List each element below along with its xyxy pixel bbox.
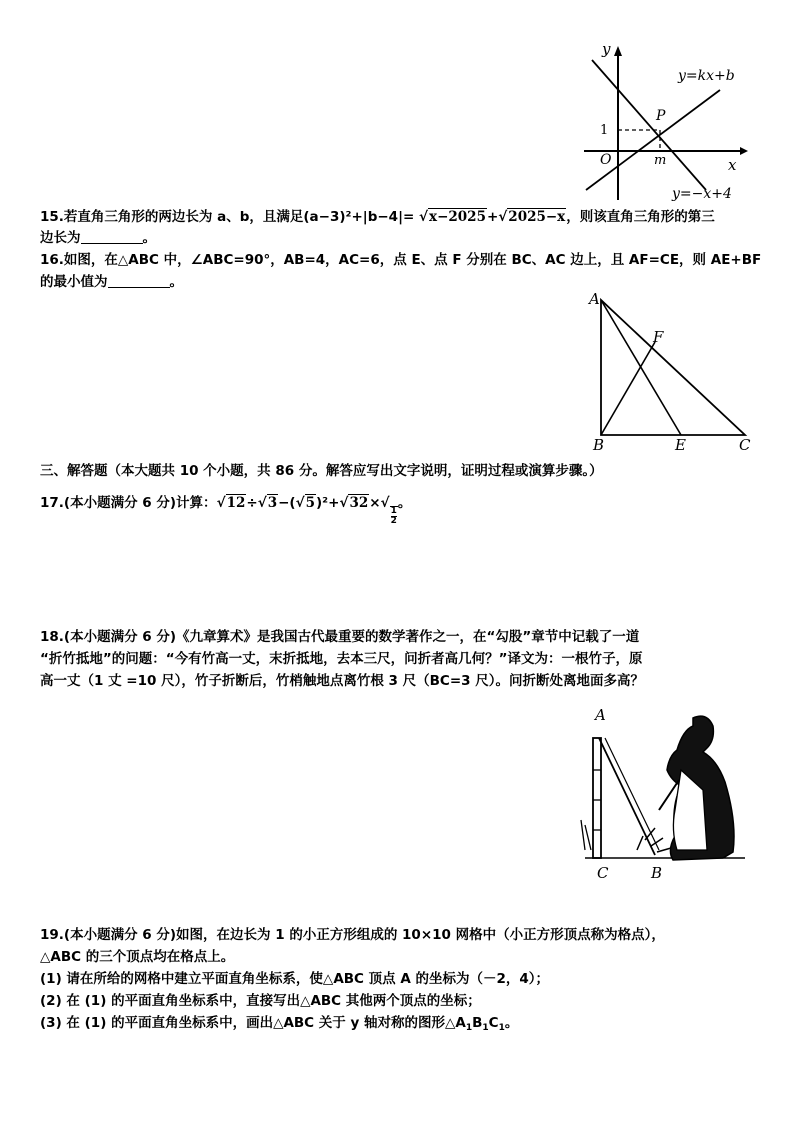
question-19-line-1: 19.(本小题满分 6 分)如图，在边长为 1 的小正方形组成的 10×10 网格中（小正方形顶点称为格点），	[40, 927, 665, 943]
label-point-p: P	[656, 108, 666, 124]
label-m: m	[654, 153, 667, 168]
figure-q16-triangle	[585, 290, 760, 455]
q15-plus: +	[486, 209, 499, 225]
q15-text-part1: 15.若直角三角形的两边长为 a、b，且满足(a−3)²+|b−4|=	[40, 209, 415, 225]
label-e: E	[675, 436, 686, 454]
q15-radicand-1: x−2025	[429, 209, 486, 225]
label-line-neg-x-4: y=−x+4	[672, 186, 732, 202]
question-16-line-1: 16.如图，在△ABC 中，∠ABC=90°，AB=4，AC=6，点 E、点 F 分别在 BC、AC 边上，且 AF=CE，则 AE+BF	[40, 252, 762, 268]
q19-part3-text: (3) 在 (1) 的平面直角坐标系中，画出△ABC 关于 y 轴对称的图形△A	[40, 1015, 466, 1031]
q17-fraction-num: 1	[390, 506, 397, 516]
question-18-line-2: “折竹抵地”的问题：“今有竹高一丈，末折抵地，去本三尺，问折者高几何？”译文为：一根竹子，原	[40, 651, 643, 667]
q17-radicand-3: 5	[305, 495, 316, 511]
segment-bf	[601, 342, 655, 435]
label-y-axis: y	[602, 40, 611, 58]
label-f: F	[653, 328, 664, 346]
q17-radical-4: √32	[339, 495, 369, 511]
q17-op-times: ×	[369, 495, 381, 511]
question-15-line-2	[40, 228, 760, 248]
q17-radicand-1: 12	[226, 495, 246, 511]
bamboo-illustration-svg	[575, 700, 760, 890]
question-19-line-3: (1) 请在所给的网格中建立平面直角坐标系，使△ABC 顶点 A 的坐标为（－2，4）；	[40, 971, 550, 987]
q15-text-part3: 边长为	[40, 230, 81, 246]
label-c: C	[597, 864, 609, 882]
question-17	[40, 493, 760, 526]
q17-radical-2: √3	[257, 495, 278, 511]
triangle-abc	[601, 300, 745, 435]
q17-radicand-4: 32	[349, 495, 369, 511]
question-19-line-5	[40, 1013, 760, 1038]
q19-end: 。	[504, 1015, 519, 1031]
q17-radicand-2: 3	[267, 495, 278, 511]
q16-answer-blank[interactable]	[108, 273, 170, 288]
q19-sub-c1: 1	[498, 1023, 505, 1033]
label-c: C	[739, 436, 751, 454]
q17-op-square-plus: )²+	[316, 495, 340, 511]
label-line-kx-b: y=kx+b	[678, 68, 735, 84]
q15-text-part2: ，则该直角三角形的第三	[566, 209, 715, 225]
q17-op-divide: ÷	[246, 495, 258, 511]
q19-sub-b1: 1	[482, 1023, 489, 1033]
q17-radical-3: √5	[295, 495, 316, 511]
q19-c: C	[488, 1015, 499, 1031]
q17-fraction-den: 2	[390, 516, 397, 526]
question-19-line-4: (2) 在 (1) 的平面直角坐标系中，直接写出△ABC 其他两个顶点的坐标；	[40, 993, 481, 1009]
line-y-kx-plus-b	[586, 90, 720, 190]
label-one: 1	[600, 123, 609, 138]
section-3-heading: 三、解答题（本大题共 10 个小题，共 86 分。解答应写出文字说明，证明过程或演算步骤。）	[40, 463, 603, 479]
figure-q18-bamboo	[575, 700, 760, 890]
x-axis-arrow	[740, 147, 748, 155]
scholar-figure	[659, 716, 734, 860]
label-a: A	[589, 290, 600, 308]
q19-b: B	[472, 1015, 483, 1031]
q15-radical-2: √2025−x	[498, 209, 566, 225]
figure-q15-graph	[580, 40, 760, 205]
y-axis-arrow	[614, 46, 622, 56]
question-18-line-3: 高一丈（1 丈 =10 尺），竹子折断后，竹梢触地点离竹根 3 尺（BC=3 尺）。问折断处离地面多高？	[40, 673, 644, 689]
question-16-line-2	[40, 272, 760, 292]
q17-end: 。	[397, 495, 412, 511]
q15-radicand-2: 2025−x	[508, 209, 566, 225]
question-19-line-2: △ABC 的三个顶点均在格点上。	[40, 949, 235, 965]
q17-fraction	[390, 506, 398, 526]
question-18-line-1: 18.(本小题满分 6 分)《九章算术》是我国古代最重要的数学著作之一，在“勾股”章节中记载了一道	[40, 629, 640, 645]
label-x-axis: x	[728, 156, 737, 174]
q15-radical-1: √x−2025	[419, 209, 486, 225]
bamboo-stalk	[593, 738, 601, 858]
q16-text-part1: 的最小值为	[40, 274, 108, 290]
label-b: B	[651, 864, 663, 882]
triangle-q16-svg	[585, 290, 760, 455]
label-b: B	[593, 436, 605, 454]
q17-op-minus: −(	[278, 495, 296, 511]
q15-text-part4: 。	[142, 230, 156, 246]
q16-text-part2: 。	[169, 274, 183, 290]
q15-answer-blank[interactable]	[81, 229, 143, 244]
label-origin: O	[600, 152, 612, 168]
q17-radical-1: √12	[216, 495, 246, 511]
q17-prefix: 17.(本小题满分 6 分)计算：	[40, 495, 217, 511]
graph-q15-svg	[580, 40, 760, 205]
q19-sub-a1: 1	[465, 1023, 473, 1033]
label-a: A	[595, 706, 606, 724]
question-15-line-1	[40, 207, 760, 227]
q17-radical-5: √ $\frac{1}{2}$	[380, 495, 397, 526]
grass-marks	[581, 820, 591, 850]
